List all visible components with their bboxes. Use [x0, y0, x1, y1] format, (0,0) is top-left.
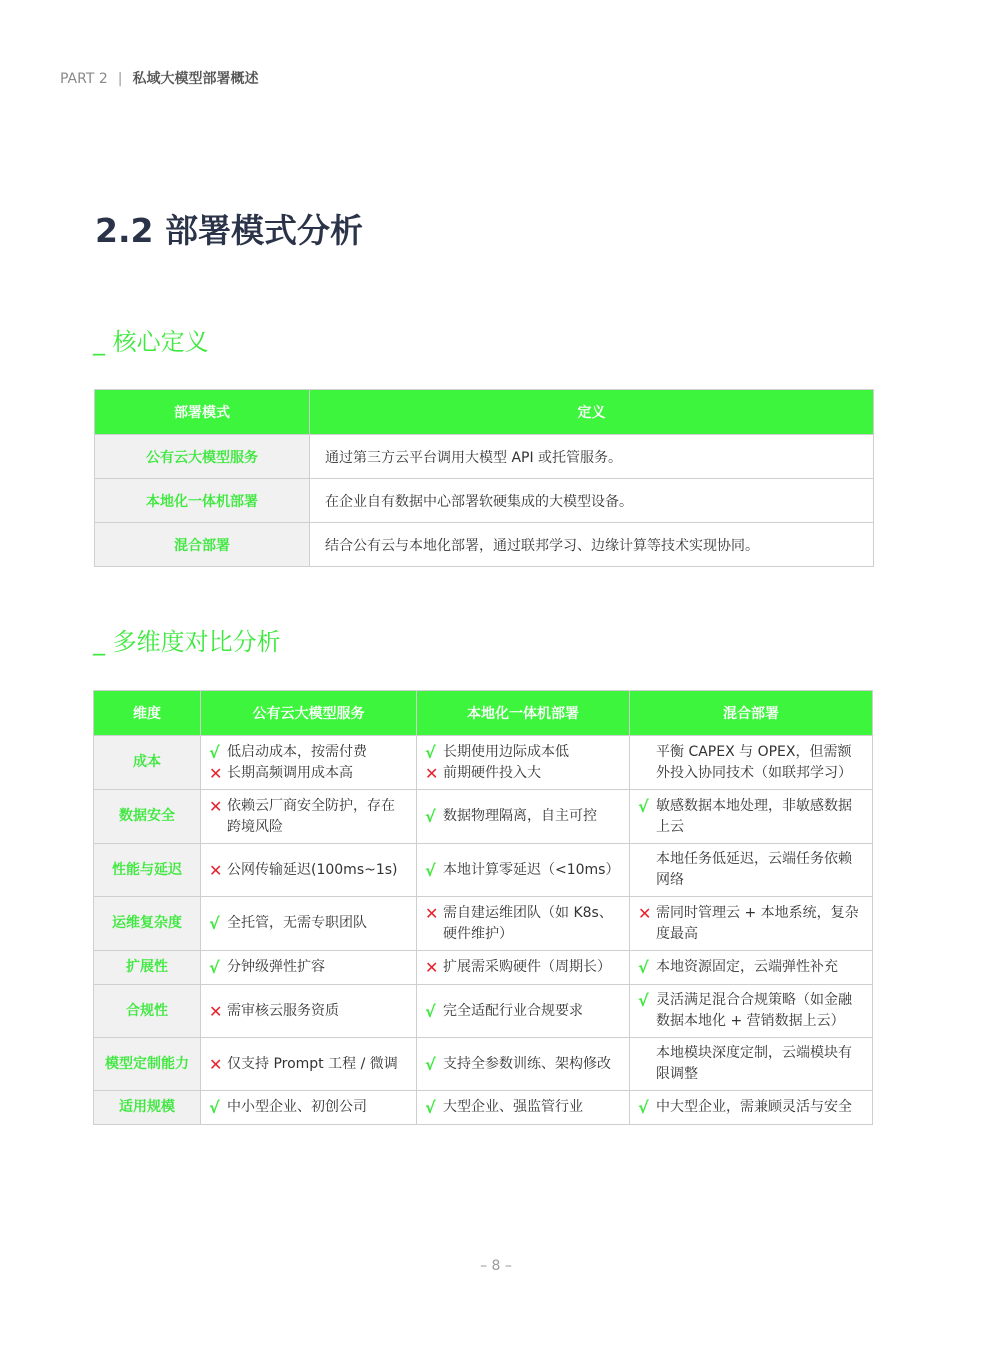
public-cloud-cell: [201, 844, 417, 897]
bullet-point: [638, 1097, 864, 1118]
comparison-table: [93, 690, 873, 1125]
bullet-text: 前期硬件投入大: [443, 764, 541, 781]
check-icon: √: [209, 742, 220, 762]
hybrid-cell: [630, 897, 873, 951]
check-icon: √: [638, 991, 649, 1010]
bullet-point: [209, 957, 408, 978]
hybrid-cell: [630, 985, 873, 1038]
page-number: – 8 –: [480, 1258, 512, 1274]
part-label: PART 2: [60, 71, 108, 87]
dimension-cell: 数据安全: [94, 790, 201, 844]
hybrid-cell: [630, 1038, 873, 1091]
cross-icon: ✕: [209, 860, 223, 880]
definition-cell: 通过第三方云平台调用大模型 API 或托管服务。: [310, 435, 874, 479]
hybrid-cell: [630, 790, 873, 844]
blank-icon: [638, 742, 656, 763]
blank-icon: [638, 1043, 656, 1064]
check-icon: √: [638, 796, 649, 816]
bullet-text: 需审核云服务资质: [227, 1002, 339, 1019]
check-icon: √: [638, 958, 649, 977]
bullet-point: [209, 763, 408, 784]
bullet-text: 灵活满足混合合规策略（如金融数据本地化 + 营销数据上云）: [656, 992, 852, 1029]
dimension-cell: 模型定制能力: [94, 1038, 201, 1091]
public-cloud-cell: [201, 985, 417, 1038]
table-row: [94, 985, 873, 1038]
bullet-point: [209, 796, 408, 838]
header-mode: 部署模式: [95, 390, 310, 435]
header-definition: 定义: [310, 390, 874, 435]
bullet-text: 依赖云厂商安全防护，存在跨境风险: [227, 797, 395, 835]
cross-icon: ✕: [209, 763, 223, 783]
table-row: [94, 897, 873, 951]
table-row: [95, 435, 874, 479]
bullet-point: [425, 957, 621, 978]
cross-icon: ✕: [425, 763, 439, 783]
bullet-text: 数据物理隔离，自主可控: [443, 808, 597, 824]
bullet-text: 公网传输延迟(100ms~1s): [227, 861, 398, 878]
bullet-text: 大型企业、强监管行业: [443, 1099, 583, 1115]
table-row: [94, 951, 873, 985]
bullet-point: [638, 849, 864, 891]
bullet-point: [638, 957, 864, 978]
bullet-point: [425, 1097, 621, 1118]
bullet-text: 本地模块深度定制，云端模块有限调整: [656, 1045, 852, 1082]
check-icon: √: [425, 860, 436, 880]
hybrid-cell: [630, 844, 873, 897]
public-cloud-cell: [201, 790, 417, 844]
bullet-point: [425, 860, 621, 881]
comparison-header-row: [94, 691, 873, 736]
bullet-point: [425, 742, 621, 763]
on-premise-cell: [417, 1038, 630, 1091]
hybrid-cell: [630, 736, 873, 790]
dimension-cell: 扩展性: [94, 951, 201, 985]
bullet-text: 本地任务低延迟，云端任务依赖网络: [656, 851, 852, 888]
bullet-text: 低启动成本，按需付费: [227, 743, 367, 760]
bullet-text: 长期使用边际成本低: [443, 743, 569, 760]
definition-header-row: [95, 390, 874, 435]
bullet-point: [638, 796, 864, 838]
bullet-text: 全托管，无需专职团队: [227, 915, 367, 931]
bullet-text: 支持全参数训练、架构修改: [443, 1055, 611, 1072]
on-premise-cell: [417, 1091, 630, 1125]
bullet-text: 敏感数据本地处理，非敏感数据上云: [656, 797, 852, 835]
public-cloud-cell: [201, 1038, 417, 1091]
public-cloud-cell: [201, 736, 417, 790]
check-icon: √: [638, 1098, 649, 1117]
bullet-point: [209, 742, 408, 763]
bullet-point: [209, 1001, 408, 1022]
bullet-text: 中小型企业、初创公司: [227, 1099, 367, 1115]
section-title: 2.2 部署模式分析: [95, 211, 363, 250]
blank-icon: [638, 849, 656, 870]
mode-cell: 本地化一体机部署: [95, 479, 310, 523]
header-separator: |: [117, 71, 123, 87]
on-premise-cell: [417, 736, 630, 790]
header-public-cloud: 公有云大模型服务: [201, 691, 417, 736]
dimension-cell: 性能与延迟: [94, 844, 201, 897]
cross-icon: ✕: [209, 1001, 223, 1021]
cross-icon: ✕: [209, 796, 223, 816]
bullet-point: [425, 903, 621, 945]
bullet-point: [425, 1054, 621, 1075]
check-icon: √: [209, 1098, 220, 1117]
mode-cell: 混合部署: [95, 523, 310, 567]
mode-cell: 公有云大模型服务: [95, 435, 310, 479]
bullet-point: [209, 1054, 408, 1075]
on-premise-cell: [417, 844, 630, 897]
check-icon: √: [425, 1098, 436, 1117]
on-premise-cell: [417, 897, 630, 951]
table-row: [95, 479, 874, 523]
public-cloud-cell: [201, 897, 417, 951]
bullet-point: [638, 742, 864, 784]
bullet-text: 长期高频调用成本高: [227, 764, 353, 781]
check-icon: √: [209, 958, 220, 977]
table-row: [94, 790, 873, 844]
bullet-text: 仅支持 Prompt 工程 / 微调: [227, 1055, 398, 1072]
check-icon: √: [425, 742, 436, 762]
bullet-text: 平衡 CAPEX 与 OPEX，但需额外投入协同技术（如联邦学习）: [656, 743, 852, 781]
on-premise-cell: [417, 985, 630, 1038]
bullet-point: [209, 1097, 408, 1118]
hybrid-cell: [630, 1091, 873, 1125]
running-header: [60, 68, 258, 88]
on-premise-cell: [417, 790, 630, 844]
on-premise-cell: [417, 951, 630, 985]
table-row: [94, 844, 873, 897]
bullet-point: [425, 763, 621, 784]
cross-icon: ✕: [209, 1054, 223, 1074]
bullet-text: 分钟级弹性扩容: [227, 959, 325, 975]
bullet-text: 本地资源固定，云端弹性补充: [656, 959, 838, 975]
check-icon: √: [209, 914, 220, 933]
check-icon: √: [425, 807, 436, 826]
table-row: [94, 1038, 873, 1091]
definition-cell: 在企业自有数据中心部署软硬集成的大模型设备。: [310, 479, 874, 523]
check-icon: √: [425, 1054, 436, 1074]
bullet-point: [425, 806, 621, 827]
bullet-text: 完全适配行业合规要求: [443, 1002, 583, 1019]
bullet-text: 本地计算零延迟（<10ms）: [443, 861, 620, 878]
dimension-cell: 成本: [94, 736, 201, 790]
dimension-cell: 适用规模: [94, 1091, 201, 1125]
header-hybrid: 混合部署: [630, 691, 873, 736]
dimension-cell: 合规性: [94, 985, 201, 1038]
hybrid-cell: [630, 951, 873, 985]
bullet-text: 扩展需采购硬件（周期长）: [443, 959, 611, 975]
public-cloud-cell: [201, 1091, 417, 1125]
table-row: [94, 736, 873, 790]
bullet-text: 需自建运维团队（如 K8s、硬件维护）: [443, 904, 613, 942]
definition-table: [94, 389, 874, 567]
cross-icon: ✕: [425, 903, 439, 923]
bullet-point: [638, 990, 864, 1032]
public-cloud-cell: [201, 951, 417, 985]
header-on-premise: 本地化一体机部署: [417, 691, 630, 736]
table-row: [94, 1091, 873, 1125]
comparison-title: _ 多维度对比分析: [93, 628, 281, 656]
bullet-point: [425, 1001, 621, 1022]
cross-icon: ✕: [638, 903, 652, 923]
table-row: [95, 523, 874, 567]
comparison-body: [94, 736, 873, 1125]
bullet-point: [209, 913, 408, 934]
bullet-point: [638, 1043, 864, 1085]
header-dimension: 维度: [94, 691, 201, 736]
bullet-text: 需同时管理云 + 本地系统，复杂度最高: [656, 904, 859, 942]
cross-icon: ✕: [425, 958, 439, 977]
bullet-text: 中大型企业，需兼顾灵活与安全: [656, 1099, 852, 1115]
bullet-point: [209, 860, 408, 881]
doc-title: 私域大模型部署概述: [132, 71, 259, 87]
bullet-point: [638, 903, 864, 945]
definition-cell: 结合公有云与本地化部署，通过联邦学习、边缘计算等技术实现协同。: [310, 523, 874, 567]
check-icon: √: [425, 1001, 436, 1021]
dimension-cell: 运维复杂度: [94, 897, 201, 951]
definition-title: _ 核心定义: [93, 328, 209, 356]
